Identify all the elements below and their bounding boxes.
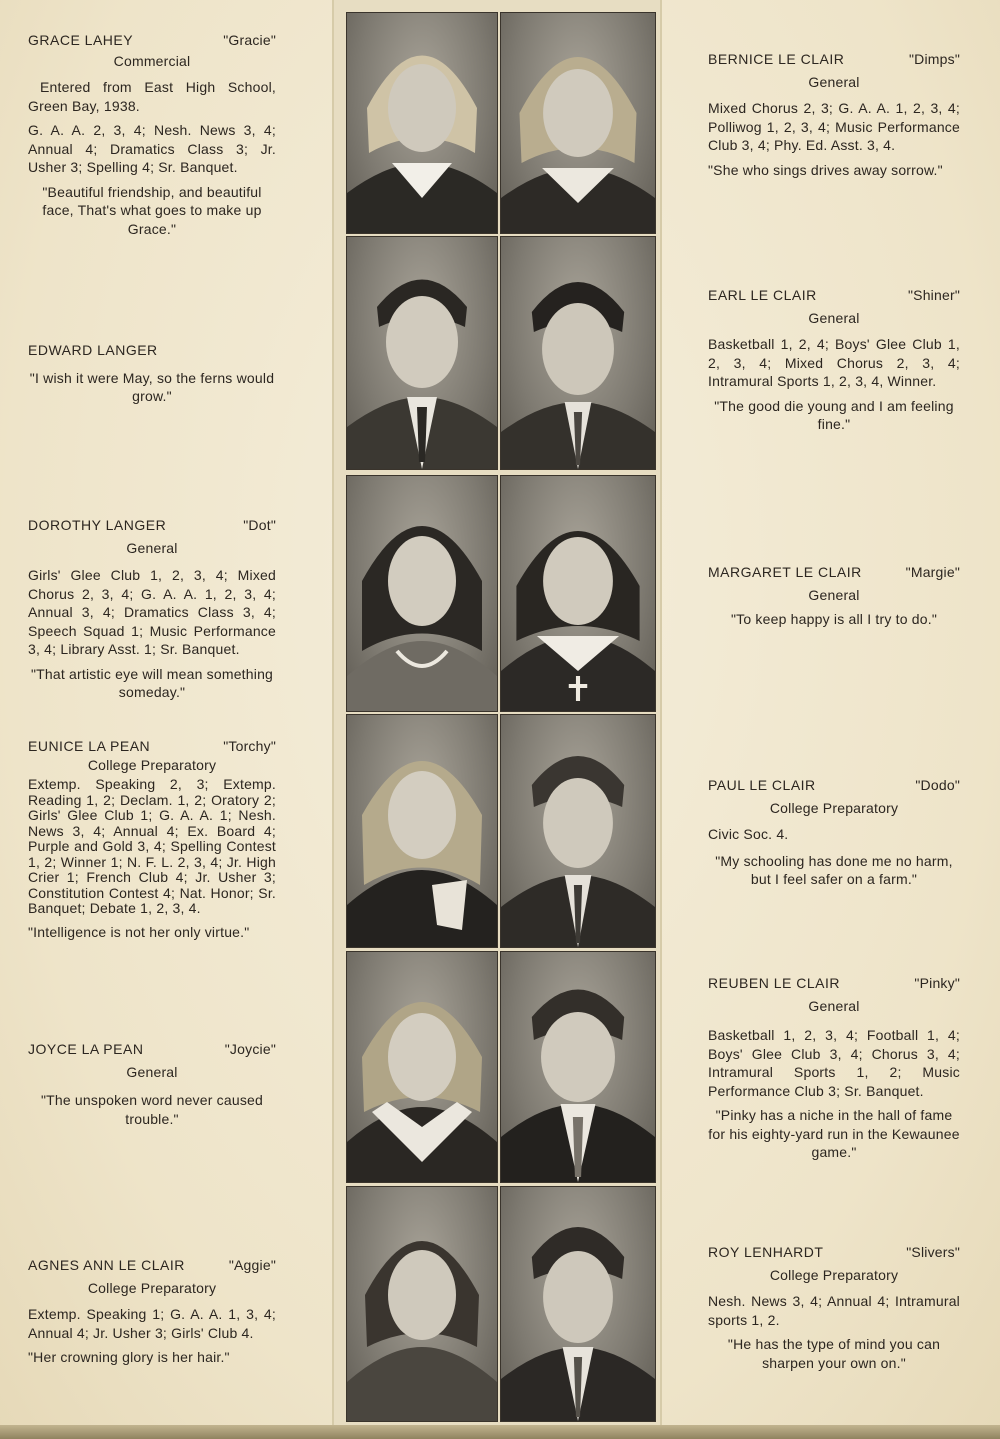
- portrait-edward-langer: [346, 236, 498, 470]
- entry-eunice-la-pean: [28, 737, 276, 941]
- student-quote: "That artistic eye will mean something someday.": [30, 665, 274, 700]
- student-activities: Nesh. News 3, 4; Annual 4; Intramural sports 1, 2.: [708, 1293, 960, 1328]
- student-course: General: [126, 1063, 178, 1080]
- student-course: Commercial: [113, 52, 191, 69]
- student-name: EUNICE LA PEAN: [28, 738, 151, 754]
- student-nickname: "Slivers": [906, 1244, 960, 1260]
- student-quote: "Beautiful friendship, and beautiful face, That's what goes to make up Grace.": [42, 183, 262, 237]
- student-course: College Preparatory: [87, 1279, 217, 1296]
- portrait-grace-lahey: [346, 12, 498, 234]
- portrait-roy-lenhardt: [500, 1186, 656, 1422]
- student-quote: "She who sings drives away sorrow.": [708, 161, 943, 178]
- student-course: College Preparatory: [87, 756, 217, 773]
- student-name: AGNES ANN LE CLAIR: [28, 1257, 185, 1273]
- entry-earl-le-clair: [708, 286, 960, 434]
- student-quote: "To keep happy is all I try to do.": [730, 611, 938, 627]
- student-nickname: "Pinky": [914, 975, 960, 991]
- entry-paul-le-clair: [708, 776, 960, 889]
- student-nickname: "Dot": [243, 517, 276, 533]
- student-quote: "He has the type of mind you can sharpen your own on.": [727, 1336, 941, 1371]
- portrait-bernice-le-clair: [500, 12, 656, 234]
- student-activities: Extemp. Speaking 2, 3; Extemp. Reading 1, 2; Declam. 1, 2; Oratory 2; Girls' Glee Club 1; G. A. A. 1; Nesh. News 3, 4; Annual 4; Ex. Board 4; Purple and Gold 3, 4; Spelling Contest 1, 2; Winner 1; N. F. L. 2, 3, 4; Jr. High Crier 1; French Club 4; Jr. Usher 3; Constitution Contest 4; Nat. Honor; Sr. Banquet; Debate 1, 2, 3, 4.: [28, 776, 276, 916]
- student-note: Entered from East High School, Green Bay, 1938.: [28, 79, 276, 114]
- portrait-column: [332, 0, 662, 1425]
- student-nickname: "Shiner": [907, 287, 960, 303]
- portrait-reuben-le-clair: [500, 951, 656, 1183]
- portrait-joyce-la-pean: [346, 951, 498, 1183]
- portrait-paul-le-clair: [500, 714, 656, 948]
- student-name: EDWARD LANGER: [28, 342, 158, 358]
- student-activities: Basketball 1, 2, 3, 4; Football 1, 4; Boys' Glee Club 3, 4; Chorus 3, 4; Intramural Sports 1, 2; Music Performance Club 3; Sr. Banquet.: [708, 1027, 960, 1099]
- entry-margaret-le-clair: [708, 563, 960, 629]
- student-name: PAUL LE CLAIR: [708, 777, 816, 793]
- student-course: College Preparatory: [769, 799, 899, 816]
- student-activities: Civic Soc. 4.: [708, 826, 789, 842]
- entry-grace-lahey: [28, 31, 276, 238]
- entry-edward-langer: [28, 341, 276, 406]
- student-quote: "The unspoken word never caused trouble.": [40, 1092, 264, 1127]
- student-name: REUBEN LE CLAIR: [708, 975, 840, 991]
- student-name: MARGARET LE CLAIR: [708, 564, 862, 580]
- student-nickname: "Aggie": [228, 1257, 276, 1273]
- entry-reuben-le-clair: [708, 974, 960, 1162]
- student-nickname: "Dimps": [908, 51, 960, 67]
- page-bottom-edge: [0, 1425, 1000, 1439]
- student-quote: "I wish it were May, so the ferns would grow.": [29, 369, 275, 404]
- student-nickname: "Gracie": [223, 32, 276, 48]
- student-quote: "Pinky has a niche in the hall of fame for his eighty-yard run in the Kewaunee game.": [708, 1107, 960, 1160]
- student-activities: Girls' Glee Club 1, 2, 3, 4; Mixed Chorus 2, 3, 4; G. A. A. 1, 2, 3, 4; Annual 3, 4; Dramatics Class 3, 4; Speech Squad 1; Music Performance 3, 4; Library Asst. 1; Sr. Banquet.: [28, 567, 276, 657]
- student-course: General: [808, 997, 860, 1014]
- student-quote: "Intelligence is not her only virtue.": [28, 923, 250, 940]
- student-nickname: "Margie": [905, 564, 960, 580]
- portrait-earl-le-clair: [500, 236, 656, 470]
- entry-roy-lenhardt: [708, 1243, 960, 1372]
- entry-dorothy-langer: [28, 516, 276, 702]
- student-nickname: "Dodo": [915, 777, 960, 793]
- student-name: JOYCE LA PEAN: [28, 1041, 144, 1057]
- student-nickname: "Joycie": [224, 1041, 276, 1057]
- portrait-eunice-la-pean: [346, 714, 498, 948]
- student-quote: "The good die young and I am feeling fine.": [714, 397, 954, 432]
- student-nickname: "Torchy": [223, 738, 276, 754]
- student-name: BERNICE LE CLAIR: [708, 51, 845, 67]
- student-name: GRACE LAHEY: [28, 32, 134, 48]
- student-activities: Mixed Chorus 2, 3; G. A. A. 1, 2, 3, 4; Polliwog 1, 2, 3, 4; Music Performance Club 3, 4; Phy. Ed. Asst. 3, 4.: [708, 100, 960, 153]
- student-course: General: [808, 73, 860, 90]
- portrait-dorothy-langer: [346, 475, 498, 712]
- portrait-agnes-ann-le-clair: [346, 1186, 498, 1422]
- student-name: EARL LE CLAIR: [708, 287, 817, 303]
- student-activities: Basketball 1, 2, 4; Boys' Glee Club 1, 2, 3, 4; Mixed Chorus 2, 3, 4; Intramural Sports 1, 2, 3, 4, Winner.: [708, 336, 960, 389]
- student-activities: G. A. A. 2, 3, 4; Nesh. News 3, 4; Annual 4; Dramatics Class 3; Jr. Usher 3; Spelling 4; Sr. Banquet.: [28, 122, 276, 175]
- student-course: General: [808, 586, 860, 603]
- student-course: General: [126, 539, 178, 556]
- student-activities: Extemp. Speaking 1; G. A. A. 1, 3, 4; Annual 4; Jr. Usher 3; Girls' Club 4.: [28, 1306, 276, 1341]
- student-quote: "My schooling has done me no harm, but I feel safer on a farm.": [715, 852, 953, 887]
- student-quote: "Her crowning glory is her hair.": [28, 1349, 230, 1365]
- entry-agnes-ann-le-clair: [28, 1256, 276, 1367]
- portrait-margaret-le-clair: [500, 475, 656, 712]
- student-course: College Preparatory: [769, 1266, 899, 1283]
- student-name: DOROTHY LANGER: [28, 517, 167, 533]
- entry-joyce-la-pean: [28, 1040, 276, 1128]
- student-course: General: [808, 309, 860, 326]
- entry-bernice-le-clair: [708, 50, 960, 179]
- student-name: ROY LENHARDT: [708, 1244, 824, 1260]
